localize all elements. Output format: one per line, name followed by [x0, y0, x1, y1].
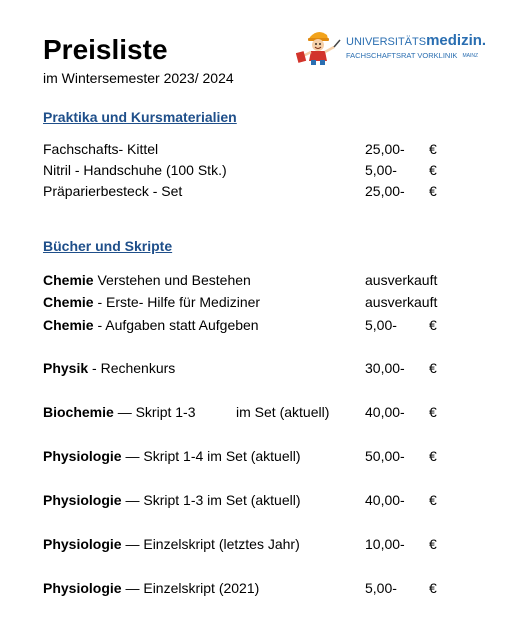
logo-subline: FACHSCHAFTSRAT VORKLINIK [346, 51, 458, 60]
item-price: 25,00- [365, 183, 405, 199]
logo-wordmark: UNIVERSITÄTSmedizin. [346, 32, 487, 49]
item-price: 10,00- [365, 536, 405, 552]
item-currency: € [429, 317, 437, 333]
price-row [43, 140, 483, 158]
item-name: Präparierbesteck - Set [43, 183, 183, 199]
item-price: 5,00- [365, 580, 397, 596]
price-row [43, 359, 483, 377]
item-currency: € [429, 448, 437, 464]
item-name: Biochemie — Skript 1-3 [43, 404, 196, 420]
item-price: 30,00- [365, 360, 405, 376]
item-name: Physiologie — Einzelskript (2021) [43, 580, 260, 596]
item-name: Chemie - Aufgaben statt Aufgeben [43, 317, 259, 333]
item-extra: im Set (aktuell) [236, 404, 330, 420]
item-currency: € [429, 492, 437, 508]
price-row [43, 535, 483, 553]
item-currency: € [429, 580, 437, 596]
item-name: Chemie Verstehen und Bestehen [43, 272, 251, 288]
item-currency: € [429, 183, 437, 199]
price-row [43, 403, 483, 421]
logo-city: MAINZ [462, 53, 478, 59]
price-row [43, 182, 483, 200]
item-price: 5,00- [365, 162, 397, 178]
item-price: 50,00- [365, 448, 405, 464]
item-currency: € [429, 536, 437, 552]
item-currency: € [429, 162, 437, 178]
item-price: ausverkauft [365, 294, 438, 310]
item-currency: € [429, 141, 437, 157]
price-row [43, 293, 483, 311]
item-price: ausverkauft [365, 272, 438, 288]
item-name: Nitril - Handschuhe (100 Stk.) [43, 162, 227, 178]
price-row [43, 271, 483, 289]
semester-subtitle: im Wintersemester 2023/ 2024 [43, 70, 234, 86]
item-price: 25,00- [365, 141, 405, 157]
item-price: 40,00- [365, 492, 405, 508]
item-name: Physiologie — Einzelskript (letztes Jahr) [43, 536, 300, 552]
price-row [43, 579, 483, 597]
section-heading-praktika: Praktika und Kursmaterialien [43, 109, 237, 125]
item-price: 40,00- [365, 404, 405, 420]
price-row [43, 491, 483, 509]
item-currency: € [429, 404, 437, 420]
price-row [43, 447, 483, 465]
section-heading-buecher: Bücher und Skripte [43, 238, 173, 254]
item-name: Physiologie — Skript 1-3 im Set (aktuell) [43, 492, 301, 508]
item-currency: € [429, 360, 437, 376]
item-name: Fachschafts- Kittel [43, 141, 159, 157]
item-price: 5,00- [365, 317, 397, 333]
fachschaft-logo [296, 28, 487, 66]
price-row [43, 161, 483, 179]
price-row [43, 316, 483, 334]
item-name: Physiologie — Skript 1-4 im Set (aktuell) [43, 448, 301, 464]
construction-worker-mascot-icon [296, 28, 350, 66]
page-title: Preisliste [43, 34, 168, 65]
item-name: Physik - Rechenkurs [43, 360, 176, 376]
item-name: Chemie - Erste- Hilfe für Mediziner [43, 294, 261, 310]
